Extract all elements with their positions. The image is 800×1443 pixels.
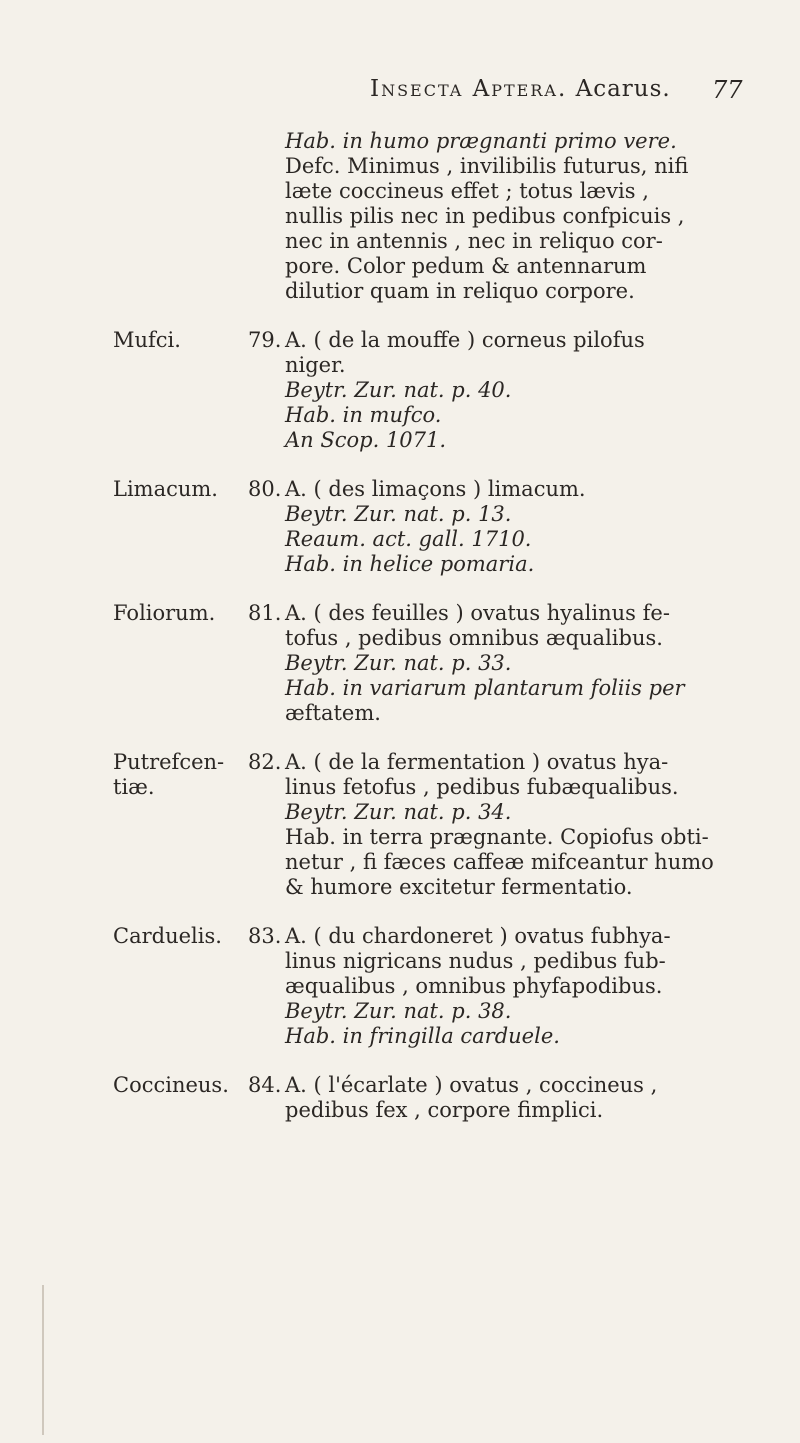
entry-ref: Hab. in mufco. — [285, 403, 442, 427]
entry-label: Limacum. — [113, 477, 218, 501]
intro-line: Defc. Minimus , invilibilis futurus, nifi — [285, 154, 689, 178]
entry-ref: Hab. in helice pomaria. — [285, 552, 535, 576]
header-genus: Acarus. — [575, 76, 671, 102]
entry-label: tiæ. — [113, 775, 155, 799]
entry-ref: Reaum. act. gall. 1710. — [285, 527, 532, 551]
entry-number: 83. — [248, 924, 282, 948]
entry-line: pedibus fex , corpore fimplici. — [285, 1098, 604, 1122]
entry-line: A. ( des limaçons ) limacum. — [285, 477, 586, 501]
intro-line: nec in antennis , nec in reliquo cor- — [285, 229, 663, 253]
entry-line: linus fetofus , pedibus fubæqualibus. — [285, 775, 679, 799]
entry-ref: Beytr. Zur. nat. p. 34. — [285, 800, 512, 824]
intro-line: nullis pilis nec in pedibus confpicuis , — [285, 204, 685, 228]
entry-line: A. ( de la fermentation ) ovatus hya- — [285, 750, 669, 774]
entry-label: Coccineus. — [113, 1073, 229, 1097]
intro-line: dilutior quam in reliquo corpore. — [285, 279, 635, 303]
entry-label: Carduelis. — [113, 924, 222, 948]
running-header — [370, 76, 671, 102]
entry-ref: Beytr. Zur. nat. p. 38. — [285, 999, 512, 1023]
entry-number: 79. — [248, 328, 282, 352]
entry-ref: Beytr. Zur. nat. p. 40. — [285, 378, 512, 402]
page-number: 77 — [712, 76, 743, 104]
page-edge-mark — [42, 1285, 44, 1435]
entry-label: Foliorum. — [113, 601, 216, 625]
intro-line: pore. Color pedum & antennarum — [285, 254, 647, 278]
entry-ref: & humore excitetur fermentatio. — [285, 875, 633, 899]
entry-line: A. ( du chardoneret ) ovatus fubhya- — [285, 924, 671, 948]
entry-ref: Hab. in variarum plantarum foliis per — [285, 676, 685, 700]
entry-ref: Hab. in terra prægnante. Copiofus obti- — [285, 825, 709, 849]
entry-line: linus nigricans nudus , pedibus fub- — [285, 949, 666, 973]
entry-line: æqualibus , omnibus phyfapodibus. — [285, 974, 663, 998]
entry-line: A. ( de la mouffe ) corneus pilofus — [285, 328, 645, 352]
header-title: Insecta Aptera. — [370, 76, 568, 102]
entry-ref: Beytr. Zur. nat. p. 33. — [285, 651, 512, 675]
entry-label: Putrefcen- — [113, 750, 225, 774]
entry-line: tofus , pedibus omnibus æqualibus. — [285, 626, 663, 650]
entry-number: 80. — [248, 477, 282, 501]
entry-ref: An Scop. 1071. — [285, 428, 447, 452]
entry-line: A. ( l'écarlate ) ovatus , coccineus , — [285, 1073, 658, 1097]
intro-line: læte coccineus effet ; totus lævis , — [285, 179, 649, 203]
entry-ref: Hab. in fringilla carduele. — [285, 1024, 560, 1048]
entry-line: niger. — [285, 353, 346, 377]
entry-ref: æftatem. — [285, 701, 381, 725]
entry-label: Mufci. — [113, 328, 181, 352]
intro-line: Hab. in humo prægnanti primo vere. — [285, 129, 677, 153]
entry-line: A. ( des feuilles ) ovatus hyalinus fe- — [285, 601, 670, 625]
entry-ref: Beytr. Zur. nat. p. 13. — [285, 502, 512, 526]
entry-number: 81. — [248, 601, 282, 625]
entry-ref: netur , fi fæces caffeæ mifceantur humo — [285, 850, 714, 874]
entry-number: 84. — [248, 1073, 282, 1097]
entry-number: 82. — [248, 750, 282, 774]
